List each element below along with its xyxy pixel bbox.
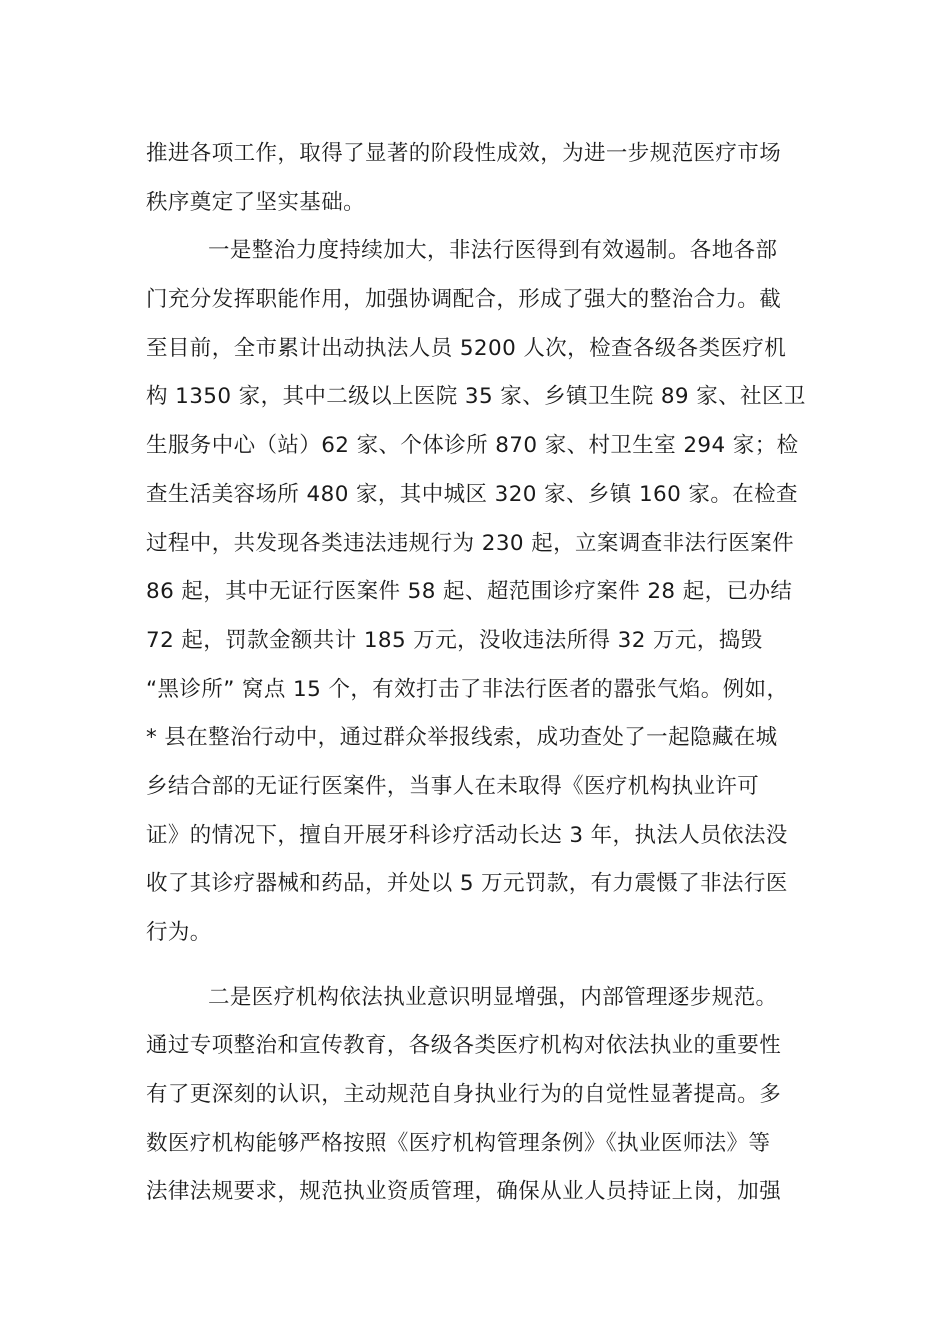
- text-line: 乡结合部的无证行医案件，当事人在未取得《医疗机构执业许可: [146, 773, 760, 799]
- text-line: 86 起，其中无证行医案件 58 起、超范围诊疗案件 28 起，已办结: [146, 579, 793, 605]
- text-line: 过程中，共发现各类违法违规行为 230 起，立案调查非法行医案件: [146, 530, 795, 556]
- paragraph-spacer: [146, 958, 826, 974]
- paragraph-compliance: [146, 974, 826, 1217]
- text-line: 行为。: [146, 920, 212, 945]
- text-line: 查生活美容场所 480 家，其中城区 320 家、乡镇 160 家。在检查: [146, 481, 798, 507]
- text-line: 有了更深刻的认识，主动规范自身执业行为的自觉性显著提高。多: [146, 1082, 782, 1108]
- paragraph-enforcement: [146, 227, 826, 957]
- text-line: 构 1350 家，其中二级以上医院 35 家、乡镇卫生院 89 家、社区卫: [146, 384, 806, 410]
- paragraph-continuation: [146, 130, 826, 227]
- text-line: 法律法规要求，规范执业资质管理，确保从业人员持证上岗，加强: [146, 1179, 782, 1205]
- text-line: “黑诊所” 窝点 15 个，有效打击了非法行医者的嚣张气焰。例如，: [146, 676, 789, 702]
- text-line: 推进各项工作，取得了显著的阶段性成效，为进一步规范医疗市场: [146, 141, 782, 166]
- text-line: 收了其诊疗器械和药品，并处以 5 万元罚款，有力震慑了非法行医: [146, 871, 788, 897]
- text-line: 生服务中心（站）62 家、个体诊所 870 家、村卫生室 294 家；检: [146, 433, 799, 459]
- text-line: 证》的情况下，擅自开展牙科诊疗活动长达 3 年，执法人员依法没: [146, 822, 788, 848]
- text-line: 数医疗机构能够严格按照《医疗机构管理条例》《执业医师法》等: [146, 1130, 771, 1156]
- text-line: 门充分发挥职能作用，加强协调配合，形成了强大的整治合力。截: [146, 287, 782, 313]
- text-line: 通过专项整治和宣传教育，各级各类医疗机构对依法执业的重要性: [146, 1033, 782, 1059]
- text-line: 72 起，罚款金额共计 185 万元，没收违法所得 32 万元，捣毁: [146, 627, 763, 653]
- paragraph-first-line: 二是医疗机构依法执业意识明显增强，内部管理逐步规范。: [208, 984, 778, 1010]
- text-line: 至目前，全市累计出动执法人员 5200 人次，检查各级各类医疗机: [146, 335, 787, 361]
- document-body: [146, 130, 826, 1217]
- text-line: * 县在整治行动中，通过群众举报线索，成功查处了一起隐藏在城: [146, 725, 778, 751]
- paragraph-first-line: 一是整治力度持续加大，非法行医得到有效遏制。各地各部: [208, 238, 778, 264]
- text-line: 秩序奠定了坚实基础。: [146, 189, 366, 215]
